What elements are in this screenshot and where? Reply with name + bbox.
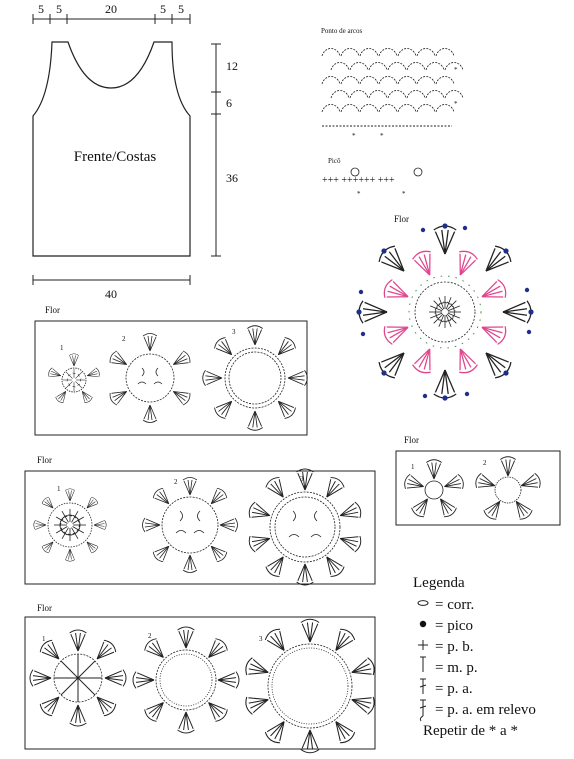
height-1: 12 <box>226 59 238 73</box>
top-width-5: 5 <box>178 2 184 16</box>
step-number: 3 <box>259 635 263 643</box>
dot-icon <box>420 621 426 627</box>
double-crochet-icon <box>420 679 426 694</box>
arc-repeat-mark: * <box>380 132 384 140</box>
garment-schematic <box>33 2 238 301</box>
arc-repeat-mark: * <box>454 66 458 74</box>
flower-panel-a <box>35 305 307 435</box>
arc-stitch-chart <box>321 27 463 140</box>
legend-title: Legenda <box>413 575 465 591</box>
piece-label: Frente/Costas <box>73 149 157 165</box>
arc-stitch-title: Ponto de arcos <box>321 27 363 35</box>
top-width-3: 20 <box>105 2 117 16</box>
step-number: 1 <box>60 344 64 352</box>
height-2: 6 <box>226 96 232 110</box>
step-number: 1 <box>42 635 46 643</box>
repeat-note: Repetir de * a * <box>423 723 518 739</box>
top-width-4: 5 <box>160 2 166 16</box>
legend <box>413 575 536 739</box>
legend-item: = pico <box>435 618 474 634</box>
step-number: 3 <box>300 475 304 483</box>
step-number: 3 <box>232 328 236 336</box>
flower-label: Flor <box>394 214 410 224</box>
step-number: 2 <box>483 459 487 467</box>
flower-label: Flor <box>37 455 53 465</box>
legend-item: = m. p. <box>435 660 478 676</box>
legend-item: = p. b. <box>435 639 474 655</box>
half-double-icon <box>420 657 426 672</box>
top-width-1: 5 <box>38 2 44 16</box>
picot-row: +++ ++++++ +++ <box>322 175 395 186</box>
picot-repeat-mark: * <box>357 190 361 198</box>
picot-title: Picô <box>328 157 341 165</box>
flower-panel-b <box>396 435 560 525</box>
legend-item: = corr. <box>435 597 475 613</box>
legend-item: = p. a. em relevo <box>435 702 536 718</box>
step-number: 1 <box>411 463 415 471</box>
plus-icon <box>418 640 428 650</box>
step-number: 1 <box>57 485 61 493</box>
relief-double-icon <box>420 700 426 721</box>
flower-center-spokes <box>429 296 461 328</box>
arc-repeat-mark: * <box>454 100 458 108</box>
flower-label: Flor <box>45 305 61 315</box>
flower-label: Flor <box>404 435 420 445</box>
flower-label: Flor <box>37 603 53 613</box>
picot-chart <box>322 157 422 198</box>
legend-item: = p. a. <box>435 681 473 697</box>
top-width-2: 5 <box>56 2 62 16</box>
picot-repeat-mark: * <box>402 190 406 198</box>
step-number: 2 <box>174 478 178 486</box>
step-number: 2 <box>122 335 126 343</box>
colored-flower-chart <box>356 214 533 401</box>
step-number: 2 <box>148 632 152 640</box>
height-3: 36 <box>226 171 238 185</box>
bottom-width: 40 <box>105 287 117 301</box>
flower-panel-c <box>25 455 375 585</box>
flower-panel-d <box>25 603 376 753</box>
chain-oval-icon <box>418 601 428 606</box>
arc-repeat-mark: * <box>352 132 356 140</box>
